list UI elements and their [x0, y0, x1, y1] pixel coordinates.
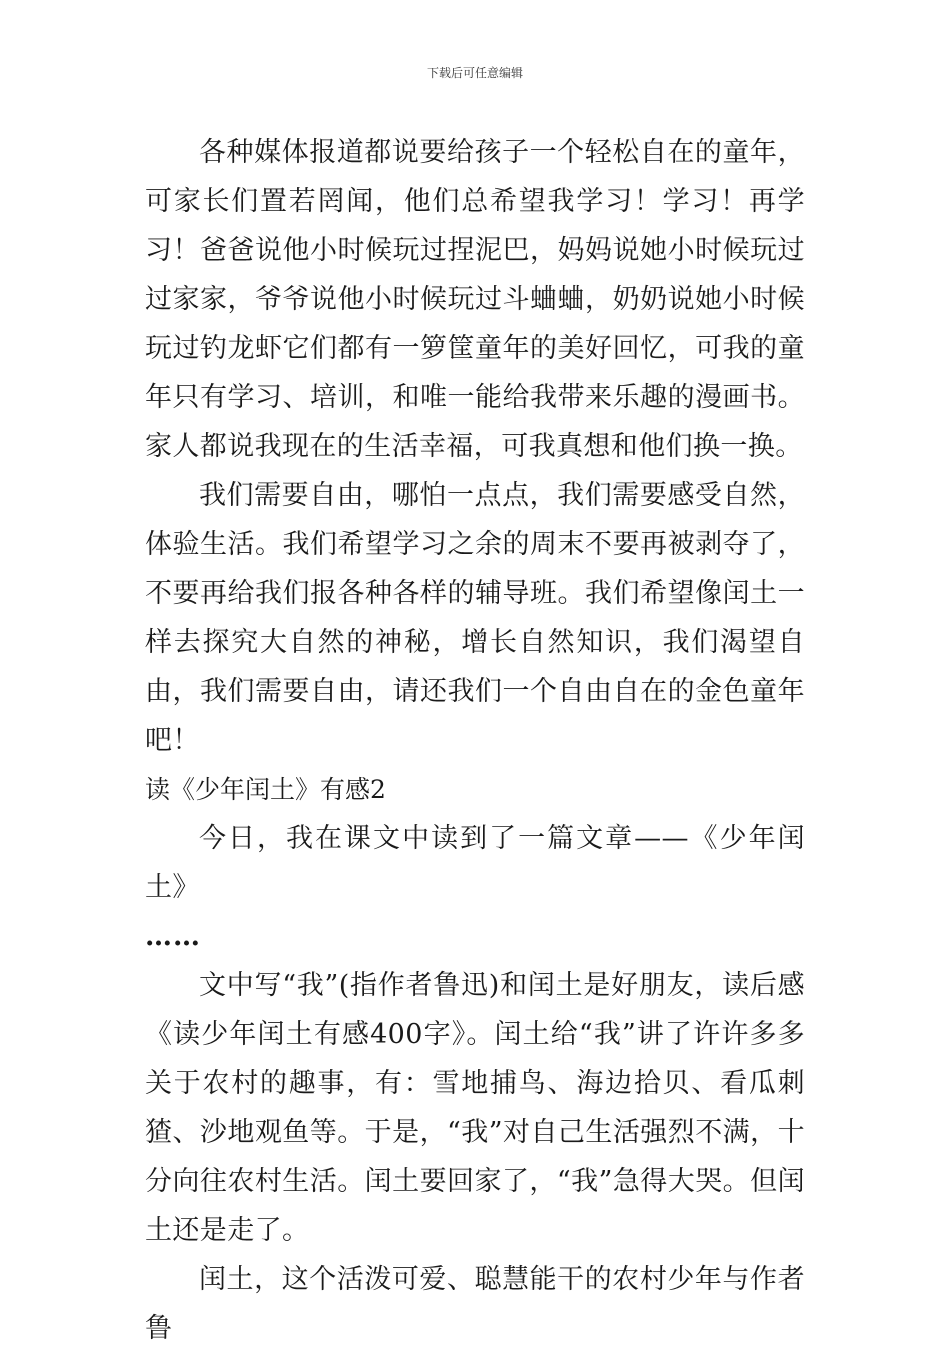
paragraph-intro: 今日，我在课文中读到了一篇文章——《少年闰土》: [145, 823, 805, 903]
paragraph-story: 文中写“我”(指作者鲁迅)和闰土是好朋友，读后感《读少年闰土有感400字》。闰土给“我”讲了许许多多关于农村的趣事，有：雪地捕鸟、海边拾贝、看瓜刺猹、沙地观鱼等。于是，“我”对自己生活强烈不满，十分向往农村生活。闰土要回家了，“我”急得大哭。但闰土还是走了。: [145, 970, 805, 1246]
document-body: [145, 128, 805, 1353]
paragraph-runtu: 闰土，这个活泼可爱、聪慧能干的农村少年与作者鲁: [145, 1264, 805, 1344]
paragraph-freedom: 我们需要自由，哪怕一点点，我们需要感受自然，体验生活。我们希望学习之余的周末不要再被剥夺了，不要再给我们报各种各样的辅导班。我们希望像闰土一样去探究大自然的神秘，增长自然知识，我们渴望自由，我们需要自由，请还我们一个自由自在的金色童年吧！: [145, 480, 805, 756]
ellipsis: ……: [145, 921, 201, 952]
section-heading: 读《少年闰土》有感2: [145, 775, 386, 804]
page-header: 下载后可任意编辑: [426, 66, 523, 80]
paragraph-childhood: 各种媒体报道都说要给孩子一个轻松自在的童年，可家长们置若罔闻，他们总希望我学习！学习！再学习！爸爸说他小时候玩过捏泥巴，妈妈说她小时候玩过过家家，爷爷说他小时候玩过斗蛐蛐，奶奶说她小时候玩过钓龙虾它们都有一箩筐童年的美好回忆，可我的童年只有学习、培训，和唯一能给我带来乐趣的漫画书。家人都说我现在的生活幸福，可我真想和他们换一换。: [145, 137, 805, 462]
